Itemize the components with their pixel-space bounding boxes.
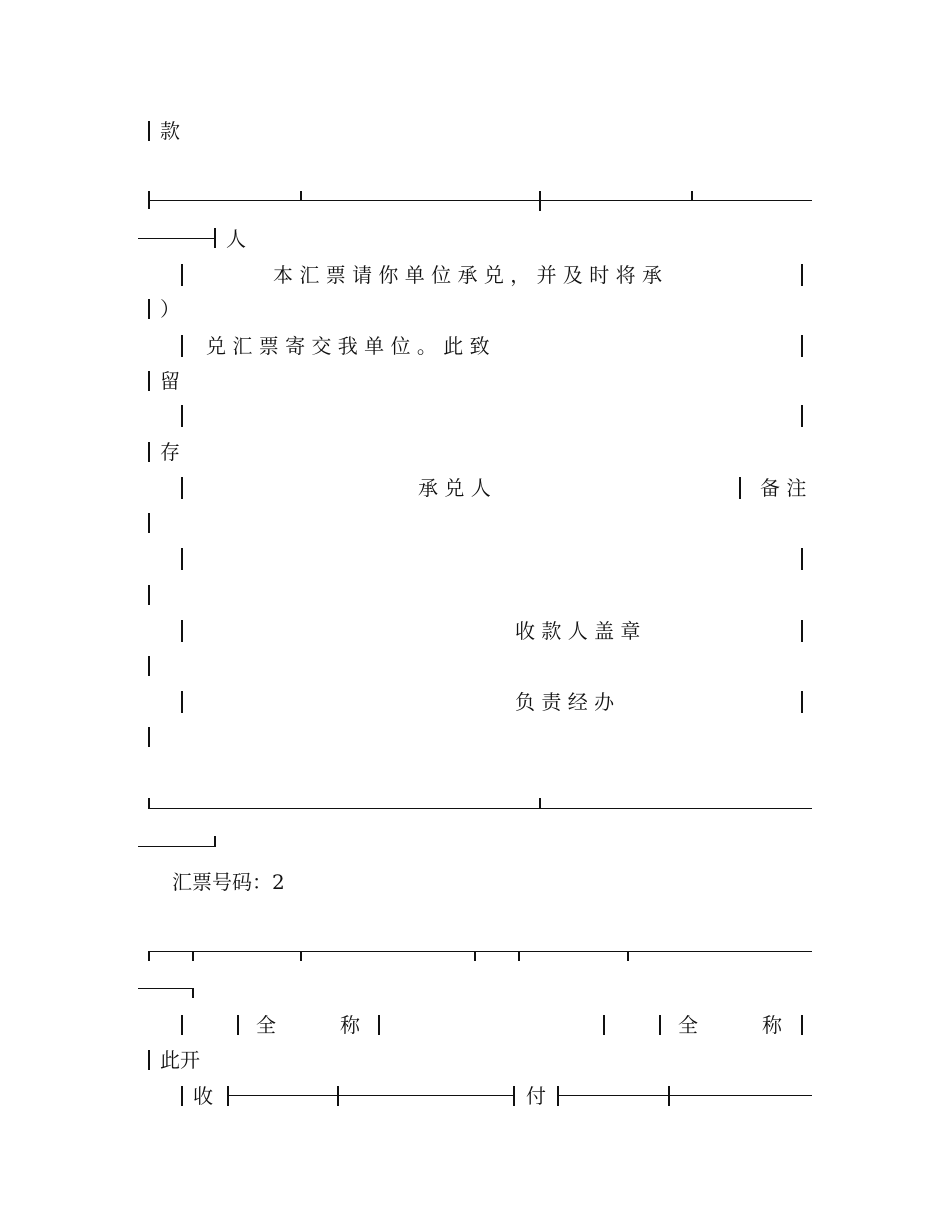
table-border	[181, 335, 183, 357]
side-label-ren: 人	[226, 227, 246, 251]
table-bottom-border	[148, 808, 812, 809]
table-border	[181, 620, 183, 642]
table-tick	[518, 951, 520, 961]
table-border	[214, 836, 216, 847]
table-border	[181, 548, 183, 570]
table-border	[148, 371, 150, 391]
table-border	[148, 1050, 150, 1070]
table-tick	[300, 951, 302, 961]
table-border	[801, 264, 803, 286]
table-border	[148, 513, 150, 533]
table-border	[148, 121, 150, 141]
table-border	[801, 405, 803, 427]
side-label-cikai: 此开	[160, 1048, 200, 1072]
table-row-border	[227, 1095, 513, 1096]
side-label-paren: ）	[160, 297, 180, 321]
responsible-label: 负 责 经 办	[515, 690, 615, 714]
table-border	[181, 477, 183, 499]
payee-fullname-label: 称	[340, 1013, 360, 1037]
table-border	[181, 405, 183, 427]
table-tick	[539, 191, 541, 211]
payer-fullname-label: 全	[678, 1013, 698, 1037]
table-border	[192, 988, 194, 998]
table-border	[181, 691, 183, 713]
table-border	[557, 1086, 559, 1106]
table-tick	[474, 951, 476, 961]
table-border	[148, 727, 150, 747]
table-border	[181, 1086, 183, 1106]
table-tick	[337, 1086, 339, 1106]
table-top-border	[148, 200, 812, 201]
table-row-border	[557, 1095, 812, 1096]
table-border	[181, 264, 183, 286]
table-tick	[668, 1086, 670, 1106]
table-border	[138, 238, 214, 239]
payee-seal-label: 收 款 人 盖 章	[515, 619, 641, 643]
payee-fullname-label: 全	[256, 1013, 276, 1037]
side-label-cun: 存	[160, 440, 180, 464]
table-border	[603, 1015, 605, 1035]
table-border	[237, 1015, 239, 1035]
remarks-label: 备 注	[760, 476, 807, 500]
table-border	[801, 691, 803, 713]
table-border	[801, 548, 803, 570]
table-border	[801, 620, 803, 642]
table-border	[659, 1015, 661, 1035]
table-border	[181, 1015, 183, 1035]
table-tick	[148, 951, 150, 961]
table-tick	[148, 191, 150, 209]
payee-label: 收	[193, 1084, 213, 1108]
table-border	[148, 656, 150, 676]
table-border	[138, 988, 192, 989]
table-border	[148, 442, 150, 462]
body-text: 本 汇 票 请 你 单 位 承 兑 ， 并 及 时 将 承	[273, 263, 663, 287]
draft-number: 汇票号码：2	[172, 870, 285, 894]
table-top-border	[148, 951, 812, 952]
payer-fullname-label: 称	[762, 1013, 782, 1037]
table-border	[513, 1086, 515, 1106]
table-border	[801, 1015, 803, 1035]
table-border	[739, 477, 741, 499]
table-tick	[148, 798, 150, 809]
table-border	[138, 846, 214, 847]
table-tick	[539, 798, 541, 809]
table-tick	[691, 191, 693, 201]
side-label-kuan: 款	[160, 119, 180, 143]
body-text: 兑 汇 票 寄 交 我 单 位 。 此 致	[206, 334, 490, 358]
payer-label: 付	[526, 1084, 546, 1108]
table-tick	[192, 951, 194, 961]
table-border	[378, 1015, 380, 1035]
table-border	[148, 299, 150, 319]
table-tick	[300, 191, 302, 201]
table-border	[801, 335, 803, 357]
table-border	[214, 228, 216, 248]
table-border	[148, 585, 150, 605]
table-tick	[627, 951, 629, 961]
acceptor-label: 承 兑 人	[418, 476, 491, 500]
table-border	[227, 1086, 229, 1106]
side-label-liu: 留	[160, 369, 180, 393]
